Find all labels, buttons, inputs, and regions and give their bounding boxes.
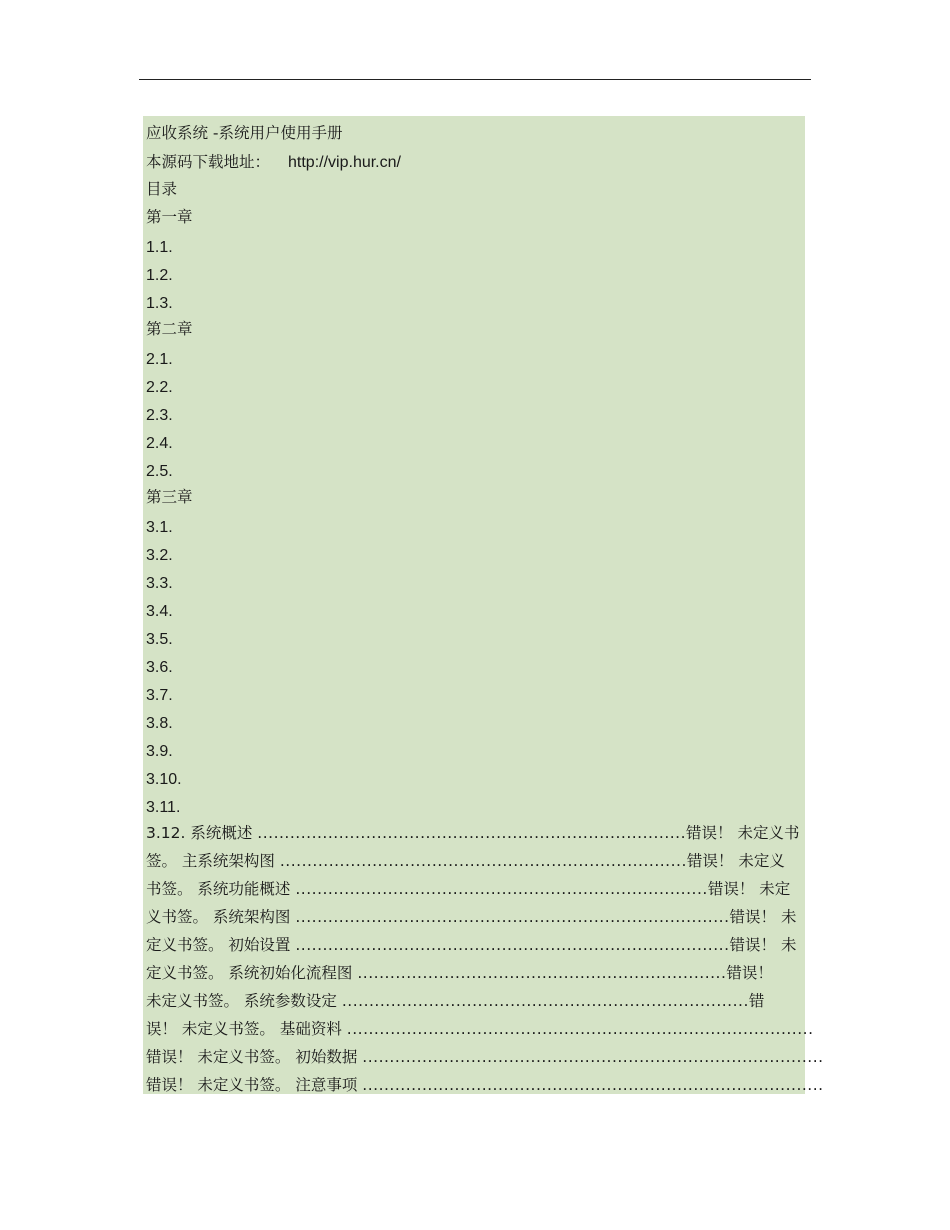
toc-item-3-7[interactable]: 3.7. <box>146 687 173 704</box>
dot-leader: ..................................................................................... <box>362 1076 824 1094</box>
toc-run-text: 定义书签。 系统初始化流程图 <box>146 964 358 982</box>
toc-run-line[interactable] <box>146 879 790 899</box>
toc-run-text: 3.12. 系统概述 <box>146 824 258 842</box>
toc-item-2-1[interactable]: 2.1. <box>146 351 173 368</box>
dot-leader: ........................................................................... <box>279 852 687 870</box>
toc-run-text: 未定义书签。 系统参数设定 <box>146 992 342 1010</box>
toc-run-text: 错误！ 未定义书签。 注意事项 <box>146 1076 363 1094</box>
toc-item-2-2[interactable]: 2.2. <box>146 379 173 396</box>
dot-leader: ........................................................................... <box>341 992 749 1010</box>
toc-item-1-2[interactable]: 1.2. <box>146 267 173 284</box>
toc-run-error: 错误！ 未定 <box>707 880 791 898</box>
toc-item-3-3[interactable]: 3.3. <box>146 575 173 592</box>
toc-run-text: 签。 主系统架构图 <box>146 852 280 870</box>
toc-run-line[interactable] <box>146 963 773 983</box>
toc-run-text: 错误！ 未定义书签。 初始数据 <box>146 1048 363 1066</box>
toc-item-2-5[interactable]: 2.5. <box>146 463 173 480</box>
dot-leader: ...................................................................................... <box>346 1020 814 1038</box>
toc-heading: 目录 <box>146 180 178 198</box>
toc-run-error: 错误！ 未 <box>729 936 797 954</box>
toc-item-2-4[interactable]: 2.4. <box>146 435 173 452</box>
chapter-2-title[interactable]: 第二章 <box>146 320 193 338</box>
toc-run-text: 义书签。 系统架构图 <box>146 908 296 926</box>
header-rule <box>139 79 811 80</box>
toc-run-text: 误！ 未定义书签。 基础资料 <box>146 1020 347 1038</box>
chapter-1-title[interactable]: 第一章 <box>146 208 193 226</box>
toc-run-line[interactable] <box>146 907 796 927</box>
toc-item-1-1[interactable]: 1.1. <box>146 239 173 256</box>
toc-item-2-3[interactable]: 2.3. <box>146 407 173 424</box>
toc-item-3-6[interactable]: 3.6. <box>146 659 173 676</box>
toc-run-line[interactable] <box>146 1075 824 1095</box>
dot-leader: .................................................................... <box>357 964 727 982</box>
toc-run-line[interactable] <box>146 991 764 1011</box>
toc-run-text: 定义书签。 初始设置 <box>146 936 296 954</box>
toc-item-3-8[interactable]: 3.8. <box>146 715 173 732</box>
document-title: 应收系统 -系统用户使用手册 <box>146 124 343 142</box>
download-label: 本源码下载地址： <box>146 153 271 171</box>
toc-item-3-11[interactable]: 3.11. <box>146 799 181 816</box>
toc-run-error: 错误！ 未定义 <box>686 852 785 870</box>
toc-run-line[interactable] <box>146 1047 824 1067</box>
chapter-3-title[interactable]: 第三章 <box>146 488 193 506</box>
toc-run-text: 书签。 系统功能概述 <box>146 880 296 898</box>
toc-item-1-3[interactable]: 1.3. <box>146 295 173 312</box>
toc-run-error: 错 <box>748 992 765 1010</box>
toc-item-3-1[interactable]: 3.1. <box>146 519 173 536</box>
dot-leader: ................................................................................ <box>295 908 730 926</box>
toc-item-3-5[interactable]: 3.5. <box>146 631 173 648</box>
toc-run-error: 错误！ <box>726 964 773 982</box>
dot-leader: ..................................................................................... <box>362 1048 824 1066</box>
toc-item-3-2[interactable]: 3.2. <box>146 547 173 564</box>
dot-leader: ............................................................................ <box>295 880 708 898</box>
toc-item-3-9[interactable]: 3.9. <box>146 743 173 760</box>
toc-item-3-10[interactable]: 3.10. <box>146 771 182 788</box>
download-link[interactable]: http://vip.hur.cn/ <box>288 154 401 171</box>
dot-leader: ............................................................................... <box>257 824 687 842</box>
dot-leader: ................................................................................ <box>295 936 730 954</box>
toc-item-3-4[interactable]: 3.4. <box>146 603 173 620</box>
toc-run-line[interactable] <box>146 823 799 843</box>
toc-run-line[interactable] <box>146 935 796 955</box>
toc-run-error: 错误！ 未定义书 <box>686 824 800 842</box>
toc-run-error: 错误！ 未 <box>729 908 797 926</box>
toc-run-line[interactable] <box>146 851 785 871</box>
toc-run-line[interactable] <box>146 1019 814 1039</box>
download-line <box>146 152 401 172</box>
